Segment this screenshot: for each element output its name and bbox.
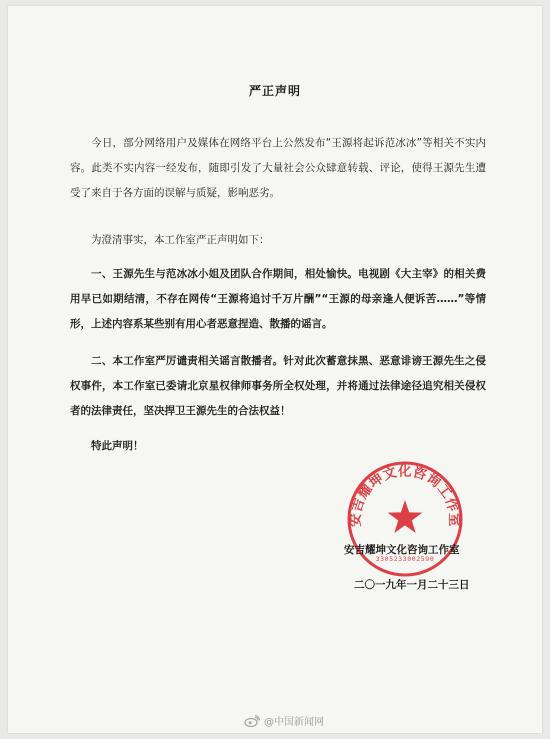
stamp-arc-text: 安吉耀坤文化咨询工作室 (347, 463, 463, 528)
paragraph-closing (70, 434, 486, 459)
document-title: 严正声明 (248, 84, 301, 98)
paragraph-point-two-text: 二、本工作室严厉谴责相关谣言散播者。针对此次蓄意抹黑、恶意诽谤王源先生之侵权事件，本工作室已委请北京星权律师事务所全权处理，并将通过法律途径追究相关侵权者的法律责任，坚决捍卫王源先生的合法权益！ (70, 355, 486, 417)
watermark-text: @中国新闻网 (264, 717, 324, 728)
statement-page (8, 6, 542, 733)
stamp-star-icon (388, 500, 423, 533)
signature-date: 二〇一九年一月二十三日 (354, 579, 470, 591)
paragraph-intro-text: 今日，部分网络用户及媒体在网络平台上公然发布“王源将起诉范冰冰”等相关不实内容。此类不实内容一经发布，随即引发了大量社会公众肆意转载、评论，使得王源先生遭受了来自于各方面的误解与质疑，影响恶劣。 (70, 137, 486, 199)
paragraph-clarify-text: 为澄清事实，本工作室严正声明如下： (91, 234, 270, 246)
paragraph-intro (70, 131, 486, 206)
signature-organization: 安吉耀坤文化咨询工作室 (344, 544, 460, 556)
paragraph-clarify (70, 228, 486, 253)
paragraph-point-two (70, 349, 486, 424)
weibo-icon (244, 715, 260, 727)
stamp-serial-number: 3305233002590 (375, 555, 435, 563)
company-seal-stamp (344, 458, 466, 580)
paragraph-point-one (70, 262, 486, 337)
weibo-watermark (244, 713, 324, 728)
paragraph-point-one-text: 一、王源先生与范冰冰小姐及团队合作期间，相处愉快。电视剧《大主宰》的相关费用早已如期结清，不存在网传“王源将追讨千万片酬”“王源的母亲逢人便诉苦……”等情形，上述内容系某些别有用心者恶意捏造、散播的谣言。 (70, 268, 486, 330)
paragraph-closing-text: 特此声明！ (91, 440, 144, 452)
